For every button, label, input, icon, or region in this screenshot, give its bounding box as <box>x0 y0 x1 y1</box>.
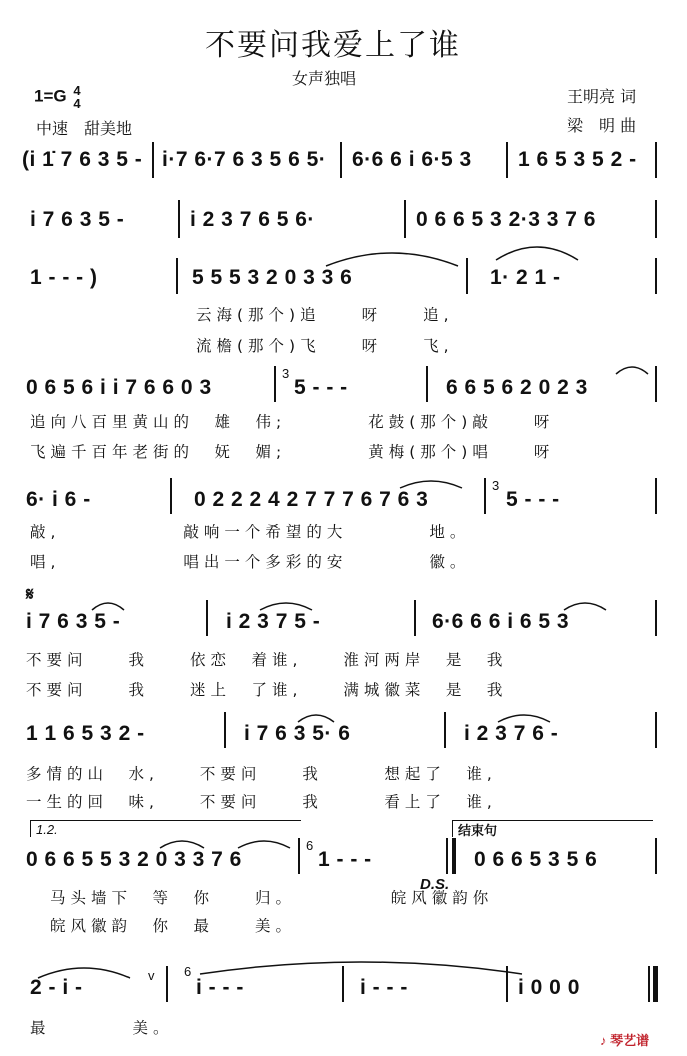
tempo-marking: 中速 甜美地 <box>36 119 133 138</box>
watermark-text: 琴艺谱 <box>610 1033 650 1048</box>
notation-measure: 1· 2 1 - <box>490 266 561 289</box>
notation-measure: i·7 6·7 6 3 5 6 5· <box>162 148 327 171</box>
lyrics-verse-1: 不要问 我 依恋 着谁, 淮河两岸 是 我 <box>26 651 508 669</box>
lyrics-verse-1: 最 美。 <box>30 1019 174 1037</box>
barline <box>655 142 657 178</box>
final-barline <box>653 966 658 1002</box>
notation-measure: 6·6 6 i 6·5 3 <box>352 148 472 171</box>
barline <box>466 258 468 294</box>
barline <box>178 200 180 238</box>
slur <box>494 708 554 726</box>
barline <box>655 200 657 238</box>
slur <box>256 596 316 614</box>
barline <box>152 142 154 178</box>
slur <box>234 834 294 852</box>
key-label: 1=G <box>34 86 67 106</box>
notation-measure: i 7 6 3 5· 6 <box>244 722 351 745</box>
song-title: 不要问我爱上了谁 <box>205 28 461 63</box>
notation-measure: i 7 6 3 5 - <box>26 610 121 633</box>
repeat-barline <box>452 838 456 874</box>
meter-change: 6 <box>184 964 192 979</box>
notation-measure: 1 - - - ) <box>30 266 98 289</box>
notation-measure: 1 1 6 5 3 2 - <box>26 722 145 745</box>
lyrics-verse-2: 一生的回 味, 不要问 我 看上了 谁, <box>26 793 497 811</box>
time-signature <box>73 84 80 110</box>
barline <box>404 200 406 238</box>
breath-mark: v <box>148 968 155 983</box>
notation-measure: i - - - <box>196 976 244 999</box>
lyrics-verse-1: 多情的山 水, 不要问 我 想起了 谁, <box>26 765 497 783</box>
notation-measure: 0 6 6 5 5 3 2 0 3 3 7 6 <box>26 848 242 871</box>
notation-measure: 2 - i - <box>30 976 83 999</box>
composer: 梁 明 曲 <box>567 116 637 135</box>
ending-label: 结束句 <box>458 823 498 838</box>
slur <box>492 238 582 264</box>
slur <box>88 596 128 614</box>
slur <box>156 834 208 852</box>
meter-change: 6 <box>306 838 314 853</box>
slur <box>396 474 466 492</box>
barline <box>414 600 416 636</box>
meter-change: 3 <box>492 478 500 493</box>
barline <box>655 712 657 748</box>
notation-measure: 6· i 6 - <box>26 488 91 511</box>
notation-measure: 5 - - - <box>294 376 348 399</box>
lyrics-verse-2: 流檐(那个)飞 呀 飞, <box>196 337 454 355</box>
barline <box>176 258 178 294</box>
meter-change: 3 <box>282 366 290 381</box>
notation-measure: i 0 0 0 <box>518 976 580 999</box>
barline <box>166 966 168 1002</box>
barline <box>170 478 172 514</box>
barline <box>340 142 342 178</box>
site-watermark <box>600 1030 649 1049</box>
lyrics-verse-1: 追向八百里黄山的 雄 伟; 花鼓(那个)敲 呀 <box>30 413 555 431</box>
slur <box>294 708 338 726</box>
notation-measure: i 2 3 7 5 - <box>226 610 321 633</box>
lyrics-verse-2: 飞遍千百年老街的 妩 媚; 黄梅(那个)唱 呀 <box>30 443 555 461</box>
barline <box>506 142 508 178</box>
barline <box>224 712 226 748</box>
volta-label: 1.2. <box>36 822 58 837</box>
lyrics-verse-2: 不要问 我 迷上 了谁, 满城徽菜 是 我 <box>26 681 508 699</box>
barline <box>426 366 428 402</box>
barline <box>298 838 300 874</box>
slur <box>560 596 610 614</box>
final-barline <box>648 966 650 1002</box>
slur <box>612 360 652 378</box>
dal-segno: D.S. <box>420 876 450 893</box>
notation-measure: 1 - - - <box>318 848 372 871</box>
barline <box>655 838 657 874</box>
notation-measure: i - - - <box>360 976 408 999</box>
notation-measure: 6 6 5 6 2 0 2 3 <box>446 376 588 399</box>
barline <box>484 478 486 514</box>
watermark-icon: ♪ <box>600 1033 607 1048</box>
tie <box>196 956 526 978</box>
lyricist: 王明亮 词 <box>567 87 637 106</box>
barline <box>655 478 657 514</box>
repeat-barline <box>446 838 448 874</box>
notation-measure: i 2 3 7 6 - <box>464 722 559 745</box>
barline <box>206 600 208 636</box>
key-signature <box>34 84 81 110</box>
barline <box>274 366 276 402</box>
lyrics-verse-2: 唱, 唱出一个多彩的安 徽。 <box>30 553 471 571</box>
notation-measure: i 2 3 7 6 5 6· <box>190 208 315 231</box>
slur <box>322 244 462 270</box>
barline <box>655 366 657 402</box>
lyrics-verse-1: 云海(那个)追 呀 追, <box>196 306 454 324</box>
lyrics-verse-2: 皖风徽韵 你 最 美。 <box>50 917 297 935</box>
notation-measure: 0 2 2 2 4 2 7 7 7 6 7 6 3 <box>194 488 429 511</box>
barline <box>655 600 657 636</box>
notation-measure: 5 5 5 3 2 0 3 3 6 <box>192 266 353 289</box>
barline <box>655 258 657 294</box>
time-denominator: 4 <box>73 96 81 111</box>
notation-measure: 0 6 5 6 i i 7 6 6 0 3 <box>26 376 212 399</box>
notation-measure: 6·6 6 6 i 6 5 3 <box>432 610 570 633</box>
notation-measure: 5 - - - <box>506 488 560 511</box>
lyrics-verse-1: 马头墙下 等 你 归。 皖风徽韵你 <box>50 889 494 907</box>
segno-sign: 𝄋 <box>26 584 35 604</box>
notation-measure: 0 6 6 5 3 5 6 <box>474 848 598 871</box>
tie <box>34 960 134 982</box>
notation-measure: 0 6 6 5 3 2·3 3 7 6 <box>416 208 596 231</box>
barline <box>444 712 446 748</box>
performance-type: 女声独唱 <box>292 69 357 88</box>
notation-measure: i 7 6 3 5 - <box>30 208 125 231</box>
notation-measure: (i 1̇ 7 6 3 5 - <box>22 148 143 171</box>
time-numerator: 4 <box>73 83 81 98</box>
lyrics-verse-1: 敲, 敲响一个希望的大 地。 <box>30 523 471 541</box>
notation-measure: 1 6 5 3 5 2 - <box>518 148 637 171</box>
